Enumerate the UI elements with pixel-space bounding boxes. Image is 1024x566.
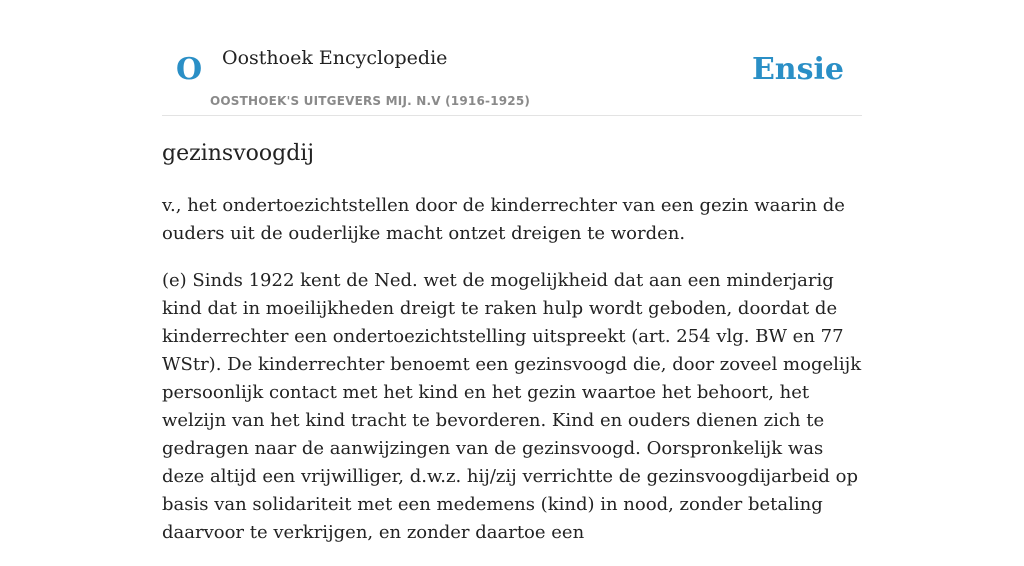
entry-title: gezinsvoogdij [162, 141, 315, 166]
publisher-label: OOSTHOEK'S UITGEVERS MIJ. N.V (1916-1925) [210, 94, 531, 108]
entry-body [162, 192, 862, 566]
book-title[interactable]: Oosthoek Encyclopedie [222, 47, 448, 69]
entry-paragraph: (e) Sinds 1922 kent de Ned. wet de mogelijkheid dat aan een minderjarig kind dat in moeilijkheden dreigt te raken hulp wordt geboden, doordat de kinderrechter een ondertoezichtstelling uitspreekt (art. 254 vlg. BW en 77 WStr). De kinderrechter benoemt een gezinsvoogd die, door zoveel mogelijk persoonlijk contact met het kind en het gezin waartoe het behoort, het welzijn van het kind tracht te bevorderen. Kind en ouders dienen zich te gedragen naar de aanwijzingen van de gezinsvoogd. Oorspronkelijk was deze altijd een vrijwilliger, d.w.z. hij/zij verrichtte de gezinsvoogdijarbeid op basis van solidariteit met een medemens (kind) in nood, zonder betaling daarvoor te verkrijgen, en zonder daartoe een [162, 270, 862, 543]
book-logo-icon[interactable]: O [176, 52, 203, 87]
entry-paragraph: v., het ondertoezichtstellen door de kinderrechter van een gezin waarin de ouders uit de ouderlijke macht ontzet dreigen te worden. [162, 195, 845, 244]
ensie-logo-link[interactable]: Ensie [751, 52, 844, 87]
site-header [162, 40, 862, 116]
